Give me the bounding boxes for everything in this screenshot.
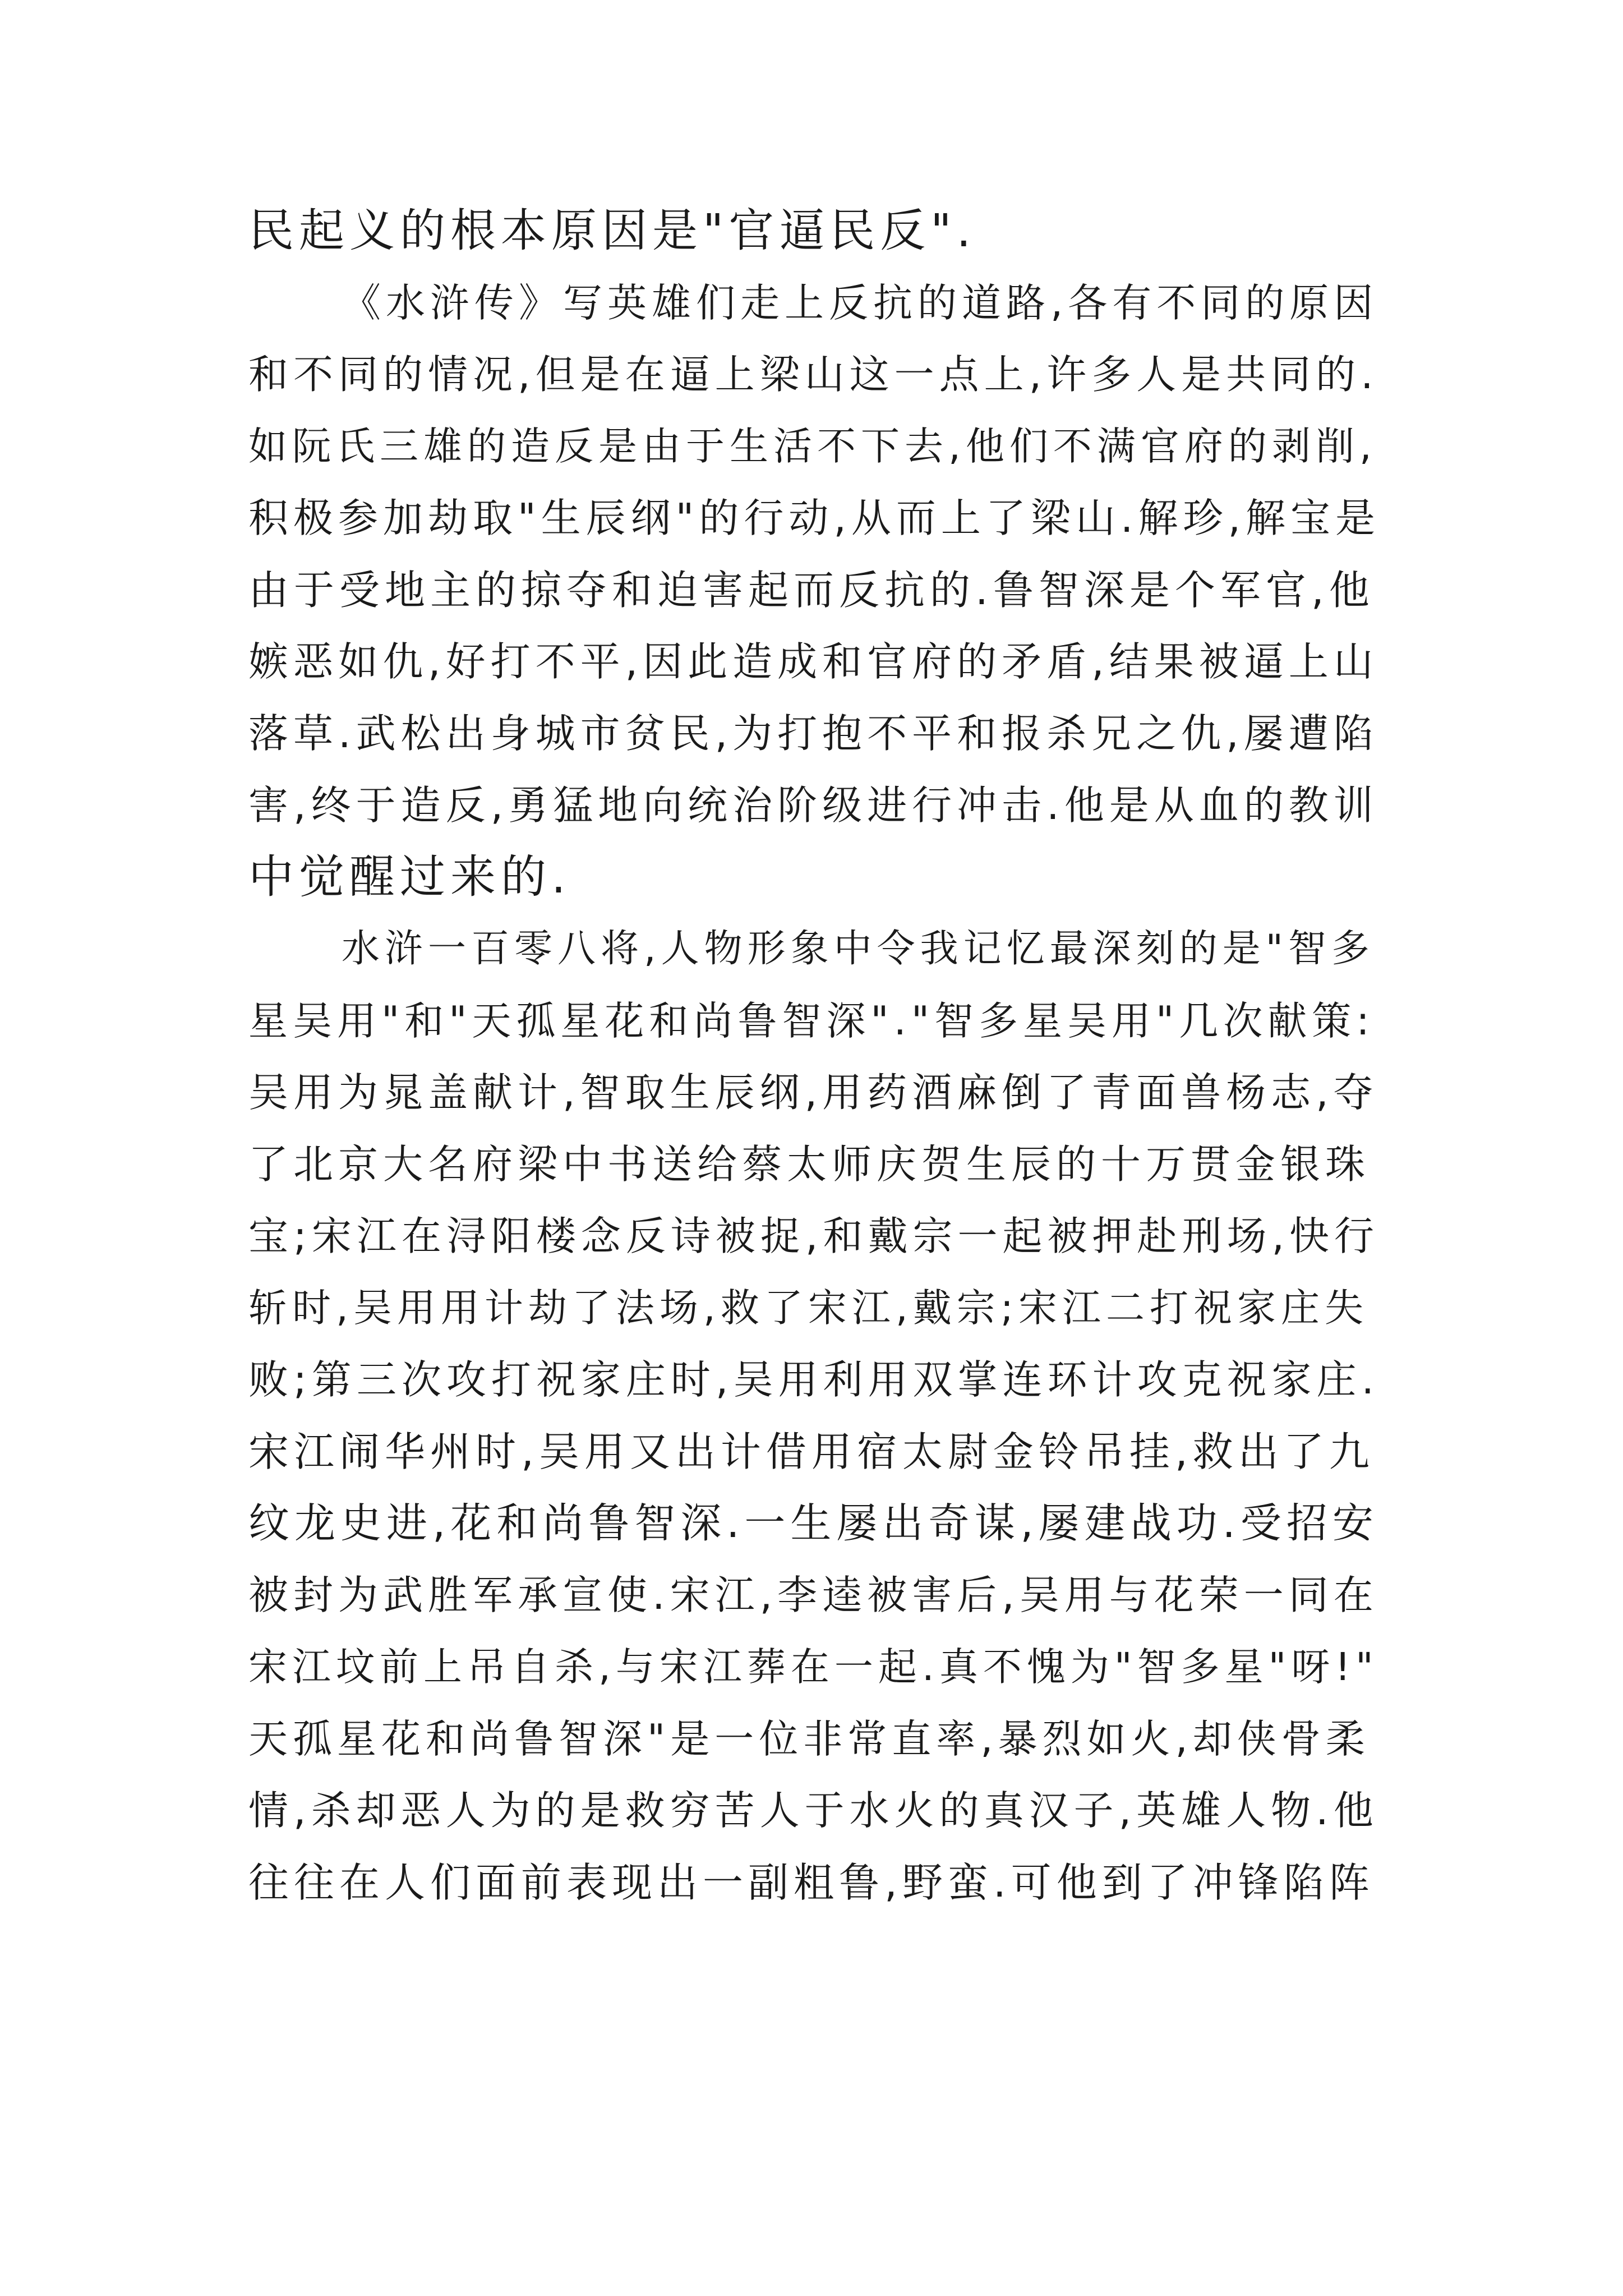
- text-line: 了北京大名府梁中书送给蔡太师庆贺生辰的十万贯金银珠: [248, 1141, 1371, 1188]
- text-line: 害,终于造反,勇猛地向统治阶级进行冲击.他是从血的教训: [248, 782, 1378, 829]
- text-line: 吴用为晁盖献计,智取生辰纲,用药酒麻倒了青面兽杨志,夺: [248, 1069, 1378, 1116]
- text-line: 宋江坟前上吊自杀,与宋江葬在一起.真不愧为"智多星"呀!": [248, 1645, 1378, 1690]
- text-line: 往往在人们面前表现出一副粗鲁,野蛮.可他到了冲锋陷阵: [248, 1859, 1375, 1906]
- body-text: [248, 195, 1381, 1918]
- text-line: 水浒一百零八将,人物形象中令我记忆最深刻的是"智多: [342, 927, 1375, 971]
- text-line: 情,杀却恶人为的是救穷苦人于水火的真汉子,英雄人物.他: [248, 1787, 1378, 1834]
- text-line: 民起义的根本原因是"官逼民反".: [248, 205, 976, 257]
- text-line: 斩时,吴用用计劫了法场,救了宋江,戴宗;宋江二打祝家庄失: [248, 1286, 1369, 1331]
- text-line: 纹龙史进,花和尚鲁智深.一生屡出奇谋,屡建战功.受招安: [248, 1499, 1378, 1547]
- text-line: 落草.武松出身城市贫民,为打抱不平和报杀兄之仇,屡遭陷: [248, 710, 1378, 757]
- text-line: 积极参加劫取"生辰纲"的行动,从而上了梁山.解珍,解宝是: [248, 495, 1381, 541]
- text-line: 和不同的情况,但是在逼上梁山这一点上,许多人是共同的.: [248, 351, 1378, 398]
- text-line: 天孤星花和尚鲁智深"是一位非常直率,暴烈如火,却侠骨柔: [248, 1716, 1370, 1762]
- text-line: 败;第三次攻打祝家庄时,吴用利用双掌连环计攻克祝家庄.: [248, 1356, 1380, 1403]
- text-line: 《水浒传》写英雄们走上反抗的道路,各有不同的原因: [342, 280, 1378, 326]
- text-line: 星吴用"和"天孤星花和尚鲁智深"."智多星吴用"几次献策:: [248, 998, 1375, 1044]
- text-line: 嫉恶如仇,好打不平,因此造成和官府的矛盾,结果被逼上山: [248, 638, 1378, 685]
- text-line: 宝;宋江在浔阳楼念反诗被捉,和戴宗一起被押赴刑场,快行: [248, 1213, 1380, 1259]
- text-line: 宋江闹华州时,吴用又出计借用宿太尉金铃吊挂,救出了九: [248, 1428, 1375, 1475]
- text-line: 中觉醒过来的.: [248, 851, 571, 904]
- text-line: 被封为武胜军承宣使.宋江,李逵被害后,吴用与花荣一同在: [248, 1572, 1378, 1618]
- text-line: 由于受地主的掠夺和迫害起而反抗的.鲁智深是个军官,他: [248, 567, 1375, 614]
- text-line: 如阮氏三雄的造反是由于生活不下去,他们不满官府的剥削,: [248, 424, 1377, 469]
